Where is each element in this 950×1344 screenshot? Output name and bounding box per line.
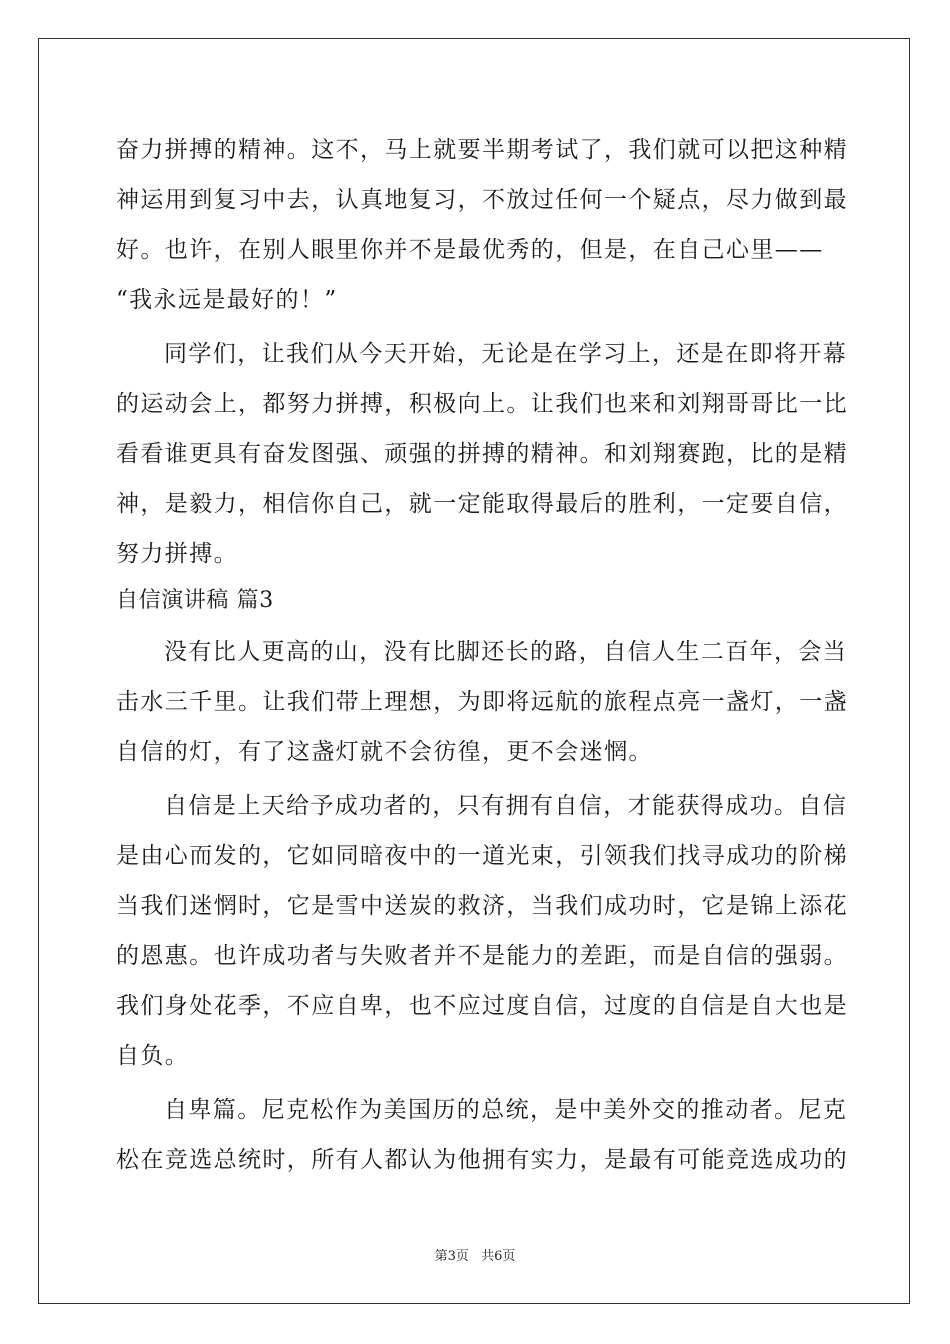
paragraph [116,1085,848,1185]
text-line: 同学们，让我们从今天开始，无论是在学习上，还是在即将开幕 [164,341,848,367]
text-line: 的恩惠。也许成功者与失败者并不是能力的差距，而是自信的强弱。 [116,943,848,969]
text-line: 自卑篇。尼克松作为美国历的总统，是中美外交的推动者。尼克 [164,1097,848,1123]
document-body [116,125,848,1185]
text-line: 神运用到复习中去，认真地复习，不放过任何一个疑点，尽力做到最 [116,187,848,213]
text-line: 自信的灯，有了这盏灯就不会彷徨，更不会迷惘。 [116,739,653,765]
text-line: 神，是毅力，相信你自己，就一定能取得最后的胜利，一定要自信， [116,491,848,517]
text-line: 自负。 [116,1043,190,1069]
page-number: 第3页 [434,1249,469,1264]
text-line: 我们身处花季，不应自卑，也不应过度自信，过度的自信是自大也是 [116,993,848,1019]
paragraph [116,781,848,1081]
text-line: 松在竞选总统时，所有人都认为他拥有实力，是最有可能竞选成功的 [116,1147,848,1173]
text-line: 努力拼搏。 [116,541,238,567]
text-line: 好。也许，在别人眼里你并不是最优秀的，但是，在自己心里—— [116,237,824,263]
page-total: 共6页 [481,1249,516,1264]
text-line: 的运动会上，都努力拼搏，积极向上。让我们也来和刘翔哥哥比一比 [116,391,848,417]
text-line: 是由心而发的，它如同暗夜中的一道光束，引领我们找寻成功的阶梯 [116,843,848,869]
text-line: 看看谁更具有奋发图强、顽强的拼搏的精神。和刘翔赛跑，比的是精 [116,441,848,467]
section-heading: 自信演讲稿 篇3 [116,588,274,613]
paragraph [116,627,848,777]
text-line: 奋力拼搏的精神。这不，马上就要半期考试了，我们就可以把这种精 [116,137,848,163]
text-line: 当我们迷惘时，它是雪中送炭的救济，当我们成功时，它是锦上添花 [116,893,848,919]
text-line: 自信是上天给予成功者的，只有拥有自信，才能获得成功。自信 [164,793,848,819]
text-line: 击水三千里。让我们带上理想，为即将远航的旅程点亮一盏灯，一盏 [116,689,848,715]
text-line: “我永远是最好的！” [116,287,338,313]
text-line: 没有比人更高的山，没有比脚还长的路，自信人生二百年，会当 [164,639,848,665]
page-footer [0,1245,950,1264]
paragraph [116,329,848,579]
paragraph-continuation [116,125,848,325]
